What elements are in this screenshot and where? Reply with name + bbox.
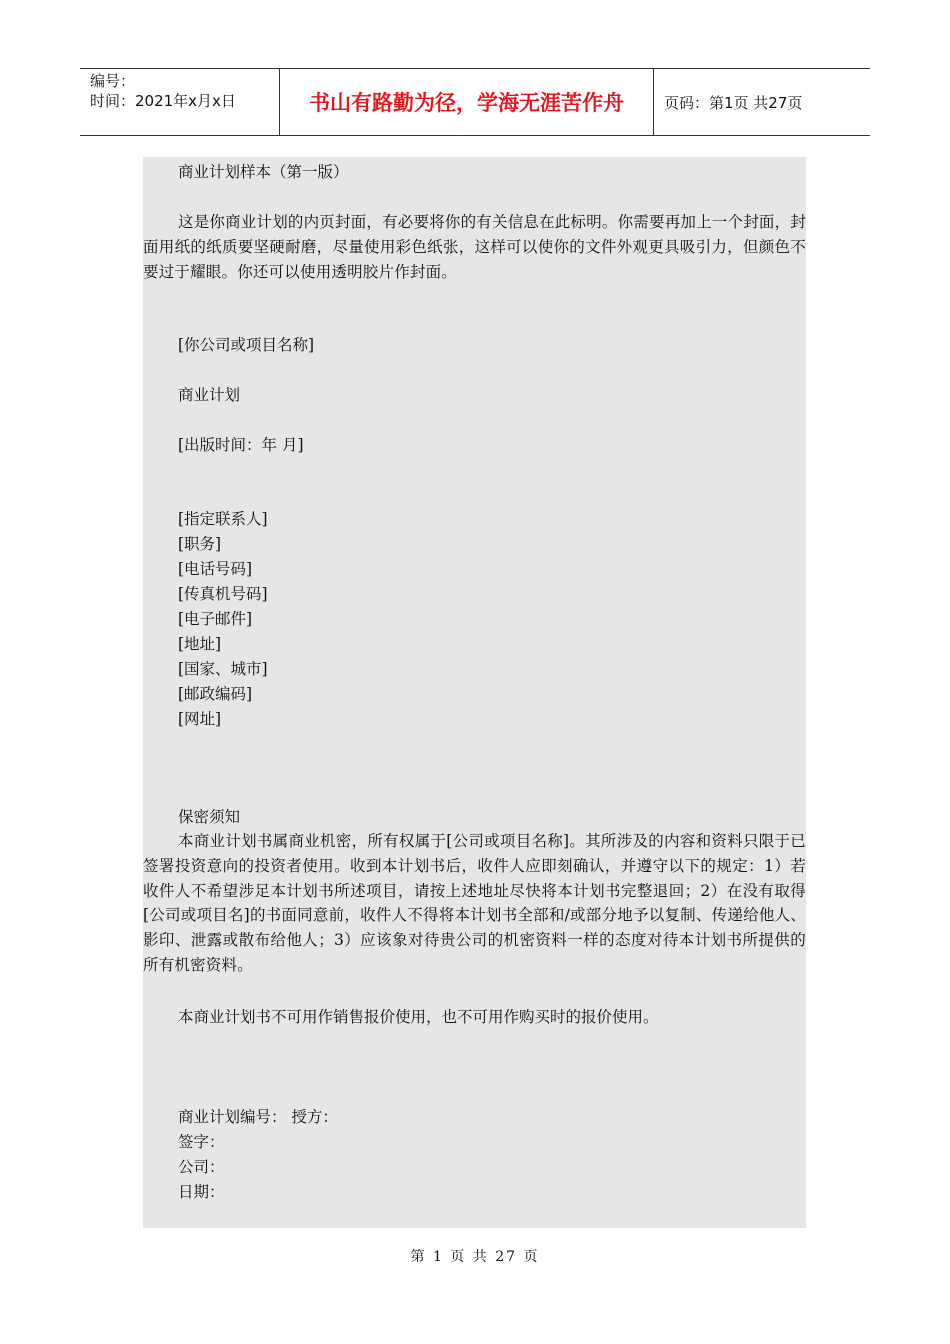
contact-field: [国家、城市] <box>178 660 268 678</box>
contact-field: [邮政编码] <box>178 685 253 703</box>
contact-field: [指定联系人] <box>178 510 268 528</box>
confidential-title: 保密须知 <box>178 808 241 826</box>
header-page-label: 页码：第1页 共27页 <box>664 93 803 112</box>
page-footer: 第 1 页 共 27 页 <box>410 1249 540 1265</box>
doc-number-label: 编号： <box>90 72 136 90</box>
intro-paragraph: 这是你商业计划的内页封面，有必要将你的有关信息在此标明。你需要再加上一个封面，封面用纸的纸质要坚硬耐磨，尽量使用彩色纸张，这样可以使你的文件外观更具吸引力，但颜色不要过于耀眼。你还可以使用透明胶片作封面。 <box>143 213 807 281</box>
contact-field: [传真机号码] <box>178 585 268 603</box>
contact-field: [电话号码] <box>178 560 253 578</box>
header-motto: 书山有路勤为径，学海无涯苦作舟 <box>280 69 654 135</box>
contact-field: [地址] <box>178 635 222 653</box>
plan-label: 商业计划 <box>178 386 241 404</box>
publish-time: [出版时间：年 月] <box>178 436 304 454</box>
company-line: 公司： <box>178 1158 225 1176</box>
confidential-paragraph: 本商业计划书属商业机密，所有权属于[公司或项目名称]。其所涉及的内容和资料只限于已签署投资意向的投资者使用。收到本计划书后，收件人应即刻确认，并遵守以下的规定：1）若收件人不希望涉足本计划书所述项目，请按上述地址尽快将本计划书完整退回；2）在没有取得[公司或项目名]的书面同意前，收件人不得将本计划书全部和/或部分地予以复制、传递给他人、影印、泄露或散布给他人；3）应该象对待贵公司的机密资料一样的态度对待本计划书所提供的所有机密资料。 <box>143 832 806 974</box>
contact-field: [职务] <box>178 535 222 553</box>
date-line: 日期： <box>178 1183 225 1201</box>
contact-field: [电子邮件] <box>178 610 253 628</box>
doc-date-label: 时间：2021年x月x日 <box>90 92 236 110</box>
page-header <box>80 68 870 136</box>
doc-title: 商业计划样本（第一版） <box>178 163 349 181</box>
signature-line: 签字： <box>178 1133 225 1151</box>
not-quote-notice: 本商业计划书不可用作销售报价使用，也不可用作购买时的报价使用。 <box>178 1008 659 1026</box>
plan-number-line: 商业计划编号： 授方： <box>178 1108 338 1126</box>
contact-field: [网址] <box>178 710 222 728</box>
company-placeholder: [你公司或项目名称] <box>178 336 315 354</box>
header-meta <box>80 69 280 135</box>
document-body <box>143 157 806 1228</box>
